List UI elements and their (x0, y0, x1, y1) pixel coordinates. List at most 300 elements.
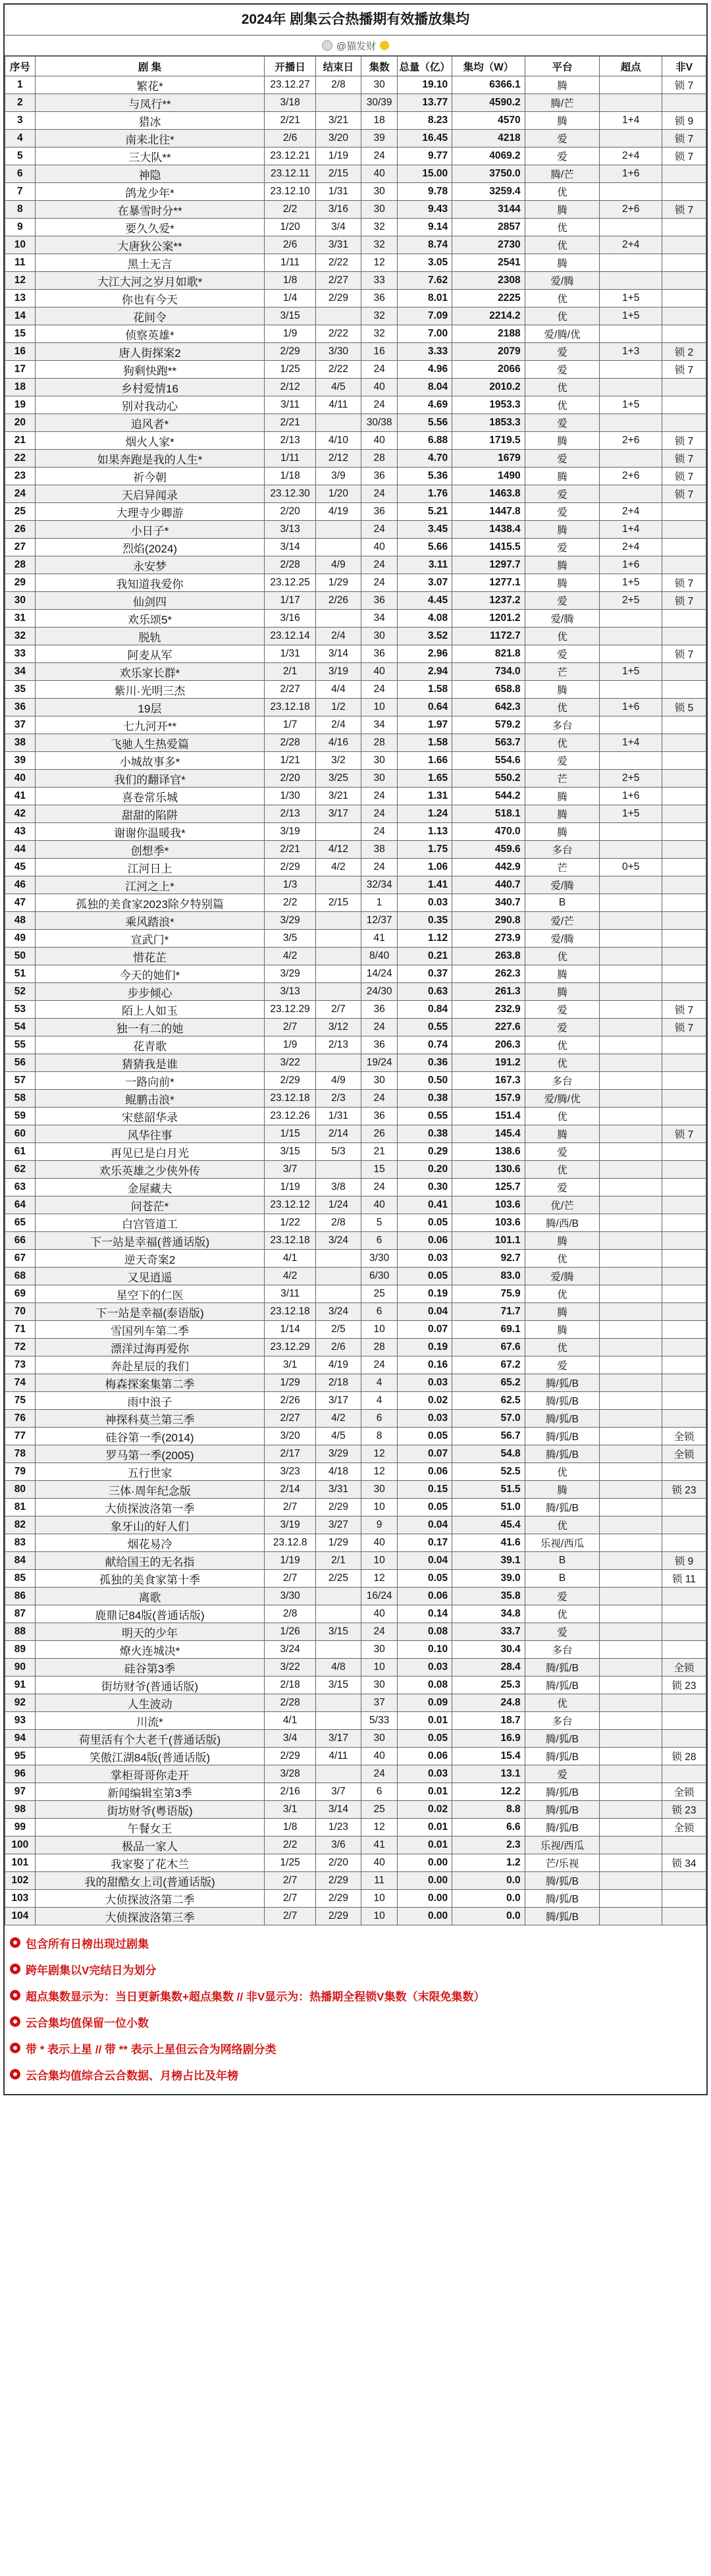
cell-locked: 锁 7 (662, 1001, 706, 1019)
cell-end-date: 3/2 (315, 752, 361, 770)
cell-episodes: 32 (361, 308, 397, 325)
cell-index: 42 (5, 805, 36, 823)
cell-locked: 全锁 (662, 1659, 706, 1677)
cell-start-date: 2/29 (265, 1748, 316, 1765)
table-row (5, 965, 706, 983)
cell-index: 85 (5, 1570, 36, 1588)
cell-extra: 2+4 (600, 148, 662, 165)
cell-extra (600, 1712, 662, 1730)
cell-index: 21 (5, 432, 36, 450)
cell-average: 13.1 (452, 1765, 525, 1783)
cell-locked: 锁 7 (662, 130, 706, 148)
cell-episodes: 30 (361, 1072, 397, 1090)
cell-locked (662, 1641, 706, 1659)
cell-platform: 优 (525, 699, 600, 716)
cell-total: 0.00 (398, 1908, 452, 1925)
page-title: 2024年 剧集云合热播期有效播放集均 (5, 5, 706, 36)
cell-index: 27 (5, 539, 36, 556)
cell-extra (600, 1623, 662, 1641)
cell-start-date: 2/7 (265, 1890, 316, 1908)
cell-total: 0.03 (398, 1374, 452, 1392)
table-row (5, 859, 706, 876)
cell-index: 53 (5, 1001, 36, 1019)
table-row (5, 468, 706, 485)
cell-total: 8.23 (398, 112, 452, 130)
cell-locked (662, 1872, 706, 1890)
cell-locked (662, 1392, 706, 1410)
cell-episodes: 37 (361, 1694, 397, 1712)
cell-extra (600, 1748, 662, 1765)
cell-locked: 锁 9 (662, 1552, 706, 1570)
cell-title: 七九河开** (35, 716, 265, 734)
cell-extra (600, 130, 662, 148)
cell-end-date: 3/6 (315, 1837, 361, 1854)
cell-average: 1237.2 (452, 592, 525, 610)
table-row (5, 912, 706, 930)
table-row (5, 1036, 706, 1054)
cell-total: 9.77 (398, 148, 452, 165)
cell-total: 0.05 (398, 1570, 452, 1588)
cell-extra (600, 1552, 662, 1570)
cell-end-date: 4/11 (315, 1748, 361, 1765)
cell-extra (600, 930, 662, 948)
cell-locked: 锁 7 (662, 574, 706, 592)
header-end-date: 结束日 (315, 57, 361, 76)
cell-total: 0.37 (398, 965, 452, 983)
cell-start-date: 23.12.18 (265, 699, 316, 716)
table-row (5, 1801, 706, 1819)
cell-locked: 锁 11 (662, 1570, 706, 1588)
cell-locked (662, 183, 706, 201)
cell-episodes: 10 (361, 1552, 397, 1570)
cell-locked (662, 1463, 706, 1481)
cell-index: 34 (5, 663, 36, 681)
cell-episodes: 24 (361, 681, 397, 699)
cell-title: 掌柜哥哥你走开 (35, 1765, 265, 1783)
cell-average: 4570 (452, 112, 525, 130)
cell-episodes: 24 (361, 1019, 397, 1036)
cell-title: 白宫管道工 (35, 1214, 265, 1232)
cell-start-date: 3/15 (265, 308, 316, 325)
cell-locked: 锁 23 (662, 1801, 706, 1819)
cell-platform: 腾/狐/B (525, 1410, 600, 1428)
cell-end-date: 2/12 (315, 450, 361, 468)
cell-episodes: 30 (361, 770, 397, 788)
cell-extra (600, 1801, 662, 1819)
cell-total: 0.05 (398, 1268, 452, 1285)
cell-start-date: 2/16 (265, 1783, 316, 1801)
cell-title: 如果奔跑是我的人生* (35, 450, 265, 468)
cell-start-date: 1/8 (265, 1819, 316, 1837)
note-text: 带 * 表示上星 // 带 ** 表示上星但云合为网络剧分类 (26, 2043, 276, 2056)
cell-locked (662, 930, 706, 948)
cell-title: 我家娶了花木兰 (35, 1854, 265, 1872)
cell-title: 陌上人如玉 (35, 1001, 265, 1019)
cell-total: 5.66 (398, 539, 452, 556)
table-row (5, 290, 706, 308)
table-row (5, 1250, 706, 1268)
cell-end-date: 1/23 (315, 1819, 361, 1837)
cell-end-date: 3/21 (315, 112, 361, 130)
cell-total: 1.58 (398, 734, 452, 752)
cell-extra: 1+6 (600, 699, 662, 716)
cell-end-date: 3/14 (315, 645, 361, 663)
table-row (5, 379, 706, 396)
cell-index: 86 (5, 1588, 36, 1605)
cell-start-date: 23.12.8 (265, 1534, 316, 1552)
cell-episodes: 36 (361, 503, 397, 521)
cell-index: 58 (5, 1090, 36, 1108)
cell-total: 0.01 (398, 1819, 452, 1837)
cell-index: 1 (5, 76, 36, 94)
cell-episodes: 40 (361, 1534, 397, 1552)
cell-extra: 1+5 (600, 308, 662, 325)
cell-episodes: 24 (361, 1179, 397, 1196)
cell-episodes: 1 (361, 894, 397, 912)
cell-locked (662, 1623, 706, 1641)
cell-episodes: 24 (361, 1090, 397, 1108)
cell-start-date: 1/29 (265, 1374, 316, 1392)
cell-episodes: 30 (361, 1481, 397, 1499)
cell-start-date: 2/8 (265, 1605, 316, 1623)
cell-total: 0.03 (398, 1765, 452, 1783)
cell-end-date (315, 948, 361, 965)
header-extra: 超点 (600, 57, 662, 76)
cell-title: 我们的翻译官* (35, 770, 265, 788)
cell-locked (662, 716, 706, 734)
cell-index: 22 (5, 450, 36, 468)
table-row (5, 76, 706, 94)
cell-locked (662, 1054, 706, 1072)
cell-end-date: 3/15 (315, 1623, 361, 1641)
cell-extra (600, 1374, 662, 1392)
cell-episodes: 36 (361, 290, 397, 308)
cell-extra (600, 1534, 662, 1552)
header-average: 集均（W） (452, 57, 525, 76)
cell-index: 95 (5, 1748, 36, 1765)
cell-locked (662, 841, 706, 859)
cell-platform: 腾/狐/B (525, 1908, 600, 1925)
cell-average: 51.0 (452, 1499, 525, 1516)
cell-average: 45.4 (452, 1516, 525, 1534)
table-row (5, 948, 706, 965)
cell-index: 20 (5, 414, 36, 432)
cell-index: 51 (5, 965, 36, 983)
cell-extra: 2+6 (600, 201, 662, 219)
cell-locked (662, 983, 706, 1001)
cell-start-date: 4/2 (265, 948, 316, 965)
cell-locked: 锁 7 (662, 148, 706, 165)
cell-locked: 锁 23 (662, 1677, 706, 1694)
cell-total: 8.74 (398, 236, 452, 254)
cell-index: 32 (5, 628, 36, 645)
cell-end-date: 4/19 (315, 503, 361, 521)
cell-episodes: 24 (361, 361, 397, 379)
cell-extra (600, 1321, 662, 1339)
cell-average: 2214.2 (452, 308, 525, 325)
cell-platform: 腾 (525, 201, 600, 219)
cell-platform: 优 (525, 290, 600, 308)
cell-extra (600, 76, 662, 94)
cell-total: 0.29 (398, 1143, 452, 1161)
cell-start-date: 23.12.29 (265, 1001, 316, 1019)
note-text: 包含所有日榜出现过剧集 (26, 1937, 149, 1950)
cell-extra (600, 1392, 662, 1410)
cell-title: 大侦探波洛第二季 (35, 1890, 265, 1908)
table-row (5, 1374, 706, 1392)
cell-end-date: 3/17 (315, 805, 361, 823)
cell-index: 52 (5, 983, 36, 1001)
cell-total: 0.00 (398, 1890, 452, 1908)
cell-platform: 爱 (525, 1588, 600, 1605)
cell-end-date (315, 1054, 361, 1072)
cell-platform: 腾 (525, 254, 600, 272)
cell-extra (600, 325, 662, 343)
cell-index: 39 (5, 752, 36, 770)
cell-title: 大侦探波洛第一季 (35, 1499, 265, 1516)
cell-platform: 优 (525, 1054, 600, 1072)
cell-start-date: 2/13 (265, 432, 316, 450)
note-marker-icon (10, 2069, 20, 2080)
cell-total: 0.00 (398, 1872, 452, 1890)
cell-episodes: 40 (361, 1605, 397, 1623)
cell-locked (662, 1214, 706, 1232)
cell-title: 喜卷常乐城 (35, 788, 265, 805)
cell-locked (662, 1303, 706, 1321)
cell-locked (662, 1090, 706, 1108)
cell-end-date: 3/17 (315, 1730, 361, 1748)
cell-start-date: 23.12.27 (265, 76, 316, 94)
cell-platform: 优 (525, 308, 600, 325)
cell-total: 0.17 (398, 1534, 452, 1552)
cell-platform: 爱 (525, 130, 600, 148)
cell-extra (600, 1214, 662, 1232)
cell-episodes: 8/40 (361, 948, 397, 965)
cell-extra (600, 912, 662, 930)
cell-average: 2730 (452, 236, 525, 254)
cell-start-date: 2/7 (265, 1570, 316, 1588)
note-marker-icon (10, 2016, 20, 2027)
cell-locked (662, 1499, 706, 1516)
header-title: 剧 集 (35, 57, 265, 76)
cell-end-date (315, 1285, 361, 1303)
cell-platform: 爱 (525, 148, 600, 165)
cell-extra (600, 254, 662, 272)
cell-platform: 腾/狐/B (525, 1428, 600, 1445)
cell-extra (600, 1481, 662, 1499)
cell-extra (600, 1765, 662, 1783)
cell-average: 261.3 (452, 983, 525, 1001)
cell-extra (600, 414, 662, 432)
cell-platform: 乐视/西瓜 (525, 1837, 600, 1854)
cell-end-date (315, 539, 361, 556)
cell-extra (600, 1659, 662, 1677)
cell-total: 0.20 (398, 1161, 452, 1179)
cell-index: 66 (5, 1232, 36, 1250)
cell-index: 35 (5, 681, 36, 699)
note-line (10, 1929, 701, 1956)
cell-extra (600, 450, 662, 468)
cell-total: 19.10 (398, 76, 452, 94)
table-row (5, 1765, 706, 1783)
table-header-row (5, 57, 706, 76)
cell-episodes: 24 (361, 148, 397, 165)
cell-average: 3144 (452, 201, 525, 219)
cell-total: 0.64 (398, 699, 452, 716)
cell-locked (662, 912, 706, 930)
cell-index: 61 (5, 1143, 36, 1161)
cell-total: 0.14 (398, 1605, 452, 1623)
cell-index: 82 (5, 1516, 36, 1534)
table-row (5, 432, 706, 450)
cell-platform: 腾/狐/B (525, 1659, 600, 1677)
cell-extra (600, 485, 662, 503)
cell-platform: 爱 (525, 645, 600, 663)
cell-average: 51.5 (452, 1481, 525, 1499)
table-row (5, 1285, 706, 1303)
cell-episodes: 30 (361, 1641, 397, 1659)
cell-average: 103.6 (452, 1214, 525, 1232)
cell-total: 3.11 (398, 556, 452, 574)
cell-platform: 优 (525, 734, 600, 752)
table-row (5, 1481, 706, 1499)
cell-locked (662, 1072, 706, 1090)
drama-table (5, 56, 706, 1925)
table-row (5, 788, 706, 805)
cell-start-date: 1/30 (265, 788, 316, 805)
cell-title: 金屋藏夫 (35, 1179, 265, 1196)
table-row (5, 752, 706, 770)
cell-locked (662, 1837, 706, 1854)
table-row (5, 343, 706, 361)
cell-index: 80 (5, 1481, 36, 1499)
cell-average: 4590.2 (452, 94, 525, 112)
cell-episodes: 36 (361, 592, 397, 610)
cell-end-date: 2/14 (315, 1125, 361, 1143)
cell-start-date: 1/7 (265, 716, 316, 734)
cell-average: 290.8 (452, 912, 525, 930)
cell-start-date: 1/25 (265, 361, 316, 379)
cell-title: 烟花易冷 (35, 1534, 265, 1552)
cell-start-date: 2/20 (265, 770, 316, 788)
cell-average: 1201.2 (452, 610, 525, 628)
weibo-icon (322, 40, 332, 51)
cell-title: 与凤行** (35, 94, 265, 112)
cell-total: 0.04 (398, 1552, 452, 1570)
cell-title: 又见逍遥 (35, 1268, 265, 1285)
cell-extra (600, 1872, 662, 1890)
cell-extra (600, 1019, 662, 1036)
cell-extra (600, 823, 662, 841)
table-row (5, 1570, 706, 1588)
table-row (5, 876, 706, 894)
cell-title: 三体·周年纪念版 (35, 1481, 265, 1499)
cell-total: 0.01 (398, 1783, 452, 1801)
cell-platform: 爱 (525, 1019, 600, 1036)
cell-title: 下一站是幸福(普通话版) (35, 1232, 265, 1250)
cell-platform: 多台 (525, 716, 600, 734)
cell-start-date: 3/28 (265, 1765, 316, 1783)
cell-end-date: 4/10 (315, 432, 361, 450)
table-body (5, 76, 706, 1925)
cell-extra (600, 1694, 662, 1712)
cell-end-date: 3/25 (315, 770, 361, 788)
cell-extra (600, 1072, 662, 1090)
note-marker-icon (10, 1990, 20, 2000)
cell-start-date: 3/22 (265, 1659, 316, 1677)
cell-locked (662, 1908, 706, 1925)
cell-platform: 腾/狐/B (525, 1677, 600, 1694)
cell-start-date: 2/21 (265, 841, 316, 859)
cell-average: 206.3 (452, 1036, 525, 1054)
cell-extra: 2+6 (600, 468, 662, 485)
cell-index: 49 (5, 930, 36, 948)
cell-start-date: 1/14 (265, 1321, 316, 1339)
cell-total: 0.19 (398, 1339, 452, 1356)
cell-index: 41 (5, 788, 36, 805)
cell-extra (600, 1908, 662, 1925)
cell-end-date: 2/1 (315, 1552, 361, 1570)
cell-extra (600, 1570, 662, 1588)
cell-start-date: 2/2 (265, 1837, 316, 1854)
table-row (5, 1108, 706, 1125)
cell-total: 0.38 (398, 1125, 452, 1143)
table-row (5, 1659, 706, 1677)
cell-title: 侦察英雄* (35, 325, 265, 343)
cell-index: 70 (5, 1303, 36, 1321)
table-row (5, 716, 706, 734)
cell-locked: 锁 7 (662, 76, 706, 94)
cell-episodes: 18 (361, 112, 397, 130)
cell-start-date: 23.12.10 (265, 183, 316, 201)
cell-episodes: 24 (361, 1765, 397, 1783)
cell-start-date: 3/24 (265, 1641, 316, 1659)
cell-start-date: 2/12 (265, 379, 316, 396)
table-row (5, 1072, 706, 1090)
cell-platform: 爱/腾 (525, 1268, 600, 1285)
cell-start-date: 3/20 (265, 1428, 316, 1445)
cell-total: 0.50 (398, 1072, 452, 1090)
cell-episodes: 36 (361, 1108, 397, 1125)
cell-episodes: 34 (361, 716, 397, 734)
cell-platform: 爱 (525, 1765, 600, 1783)
cell-locked: 锁 34 (662, 1854, 706, 1872)
cell-average: 563.7 (452, 734, 525, 752)
cell-title: 再见已是白月光 (35, 1143, 265, 1161)
cell-average: 1490 (452, 468, 525, 485)
cell-index: 103 (5, 1890, 36, 1908)
cell-platform: 爱 (525, 414, 600, 432)
cell-locked (662, 521, 706, 539)
cell-end-date: 3/14 (315, 1801, 361, 1819)
cell-start-date: 2/28 (265, 1694, 316, 1712)
cell-total: 3.05 (398, 254, 452, 272)
table-row (5, 1516, 706, 1534)
cell-end-date (315, 94, 361, 112)
table-row (5, 1232, 706, 1250)
cell-total: 0.35 (398, 912, 452, 930)
cell-end-date: 3/27 (315, 1516, 361, 1534)
cell-index: 84 (5, 1552, 36, 1570)
cell-total: 0.09 (398, 1694, 452, 1712)
cell-platform: 爱 (525, 503, 600, 521)
cell-platform: B (525, 894, 600, 912)
cell-locked: 锁 7 (662, 1019, 706, 1036)
cell-extra (600, 1179, 662, 1196)
cell-platform: 爱 (525, 1623, 600, 1641)
cell-index: 96 (5, 1765, 36, 1783)
cell-extra (600, 1677, 662, 1694)
